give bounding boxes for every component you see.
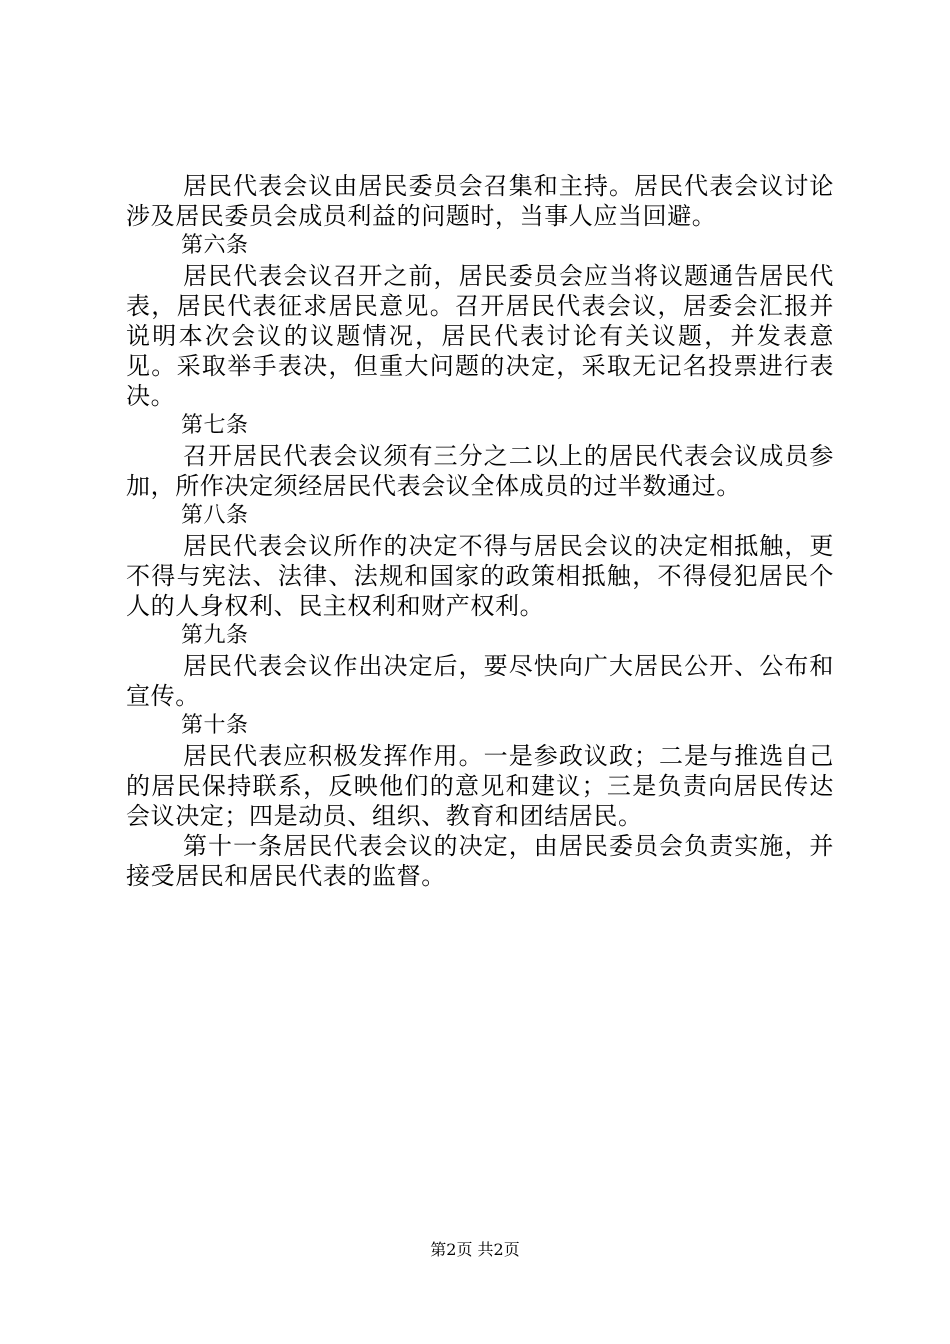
paragraph-article-7: 召开居民代表会议须有三分之二以上的居民代表会议成员参加，所作决定须经居民代表会议全体成员的过半数通过。 [126,442,834,500]
paragraph-article-10: 居民代表应积极发挥作用。一是参政议政；二是与推选自己的居民保持联系，反映他们的意见和建议；三是负责向居民传达会议决定；四是动员、组织、教育和团结居民。 [126,742,834,830]
article-heading-8: 第八条 [181,503,249,528]
article-heading-10: 第十条 [181,713,249,738]
article-heading-7: 第七条 [181,413,249,438]
paragraph-article-6: 居民代表会议召开之前，居民委员会应当将议题通告居民代表，居民代表征求居民意见。召开居民代表会议，居委会汇报并说明本次会议的议题情况，居民代表讨论有关议题，并发表意见。采取举手表决，但重大问题的决定，采取无记名投票进行表决。 [126,262,834,410]
paragraph-intro: 居民代表会议由居民委员会召集和主持。居民代表会议讨论涉及居民委员会成员利益的问题时，当事人应当回避。 [126,172,834,230]
paragraph-article-8: 居民代表会议所作的决定不得与居民会议的决定相抵触，更不得与宪法、法律、法规和国家的政策相抵触，不得侵犯居民个人的人身权利、民主权利和财产权利。 [126,532,834,620]
page-number-footer: 第2页 共2页 [430,1240,520,1259]
article-heading-6: 第六条 [181,233,249,258]
document-body [126,171,834,891]
paragraph-article-9: 居民代表会议作出决定后，要尽快向广大居民公开、公布和宣传。 [126,652,834,710]
paragraph-article-11: 第十一条居民代表会议的决定，由居民委员会负责实施，并接受居民和居民代表的监督。 [126,832,834,890]
article-heading-9: 第九条 [181,623,249,648]
